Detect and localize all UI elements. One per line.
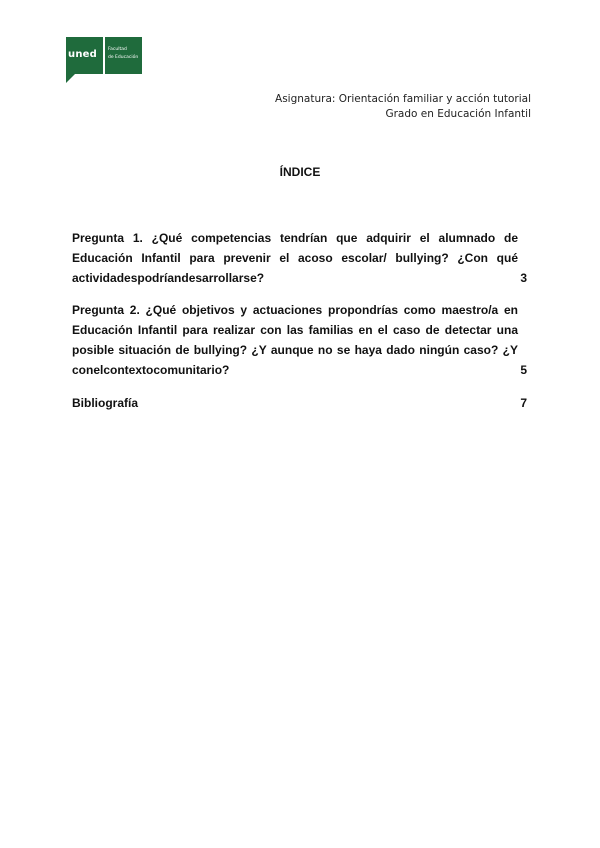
toc-entry-page: 7 [520,396,527,410]
faculty-line-2: de Educación [108,55,139,60]
uned-logo-word: uned [68,49,97,60]
toc-entry-text: Pregunta 1. ¿Qué competencias tendrían que adquirir el alumnado de Educación Infantil para prevenir el acoso escolar/ bullying? ¿Con qué actividadespodríandesarrollarse? [72,231,518,285]
toc-entry-text: Pregunta 2. ¿Qué objetivos y actuaciones propondrías como maestro/a en Educación Infantil para realizar con las familias en el caso de detectar una posible situación de bullying? ¿Y aunque no se haya dado ningún caso? ¿Y conelcontextocomunitario? [72,303,518,377]
toc-entry-question-1[interactable] [72,228,527,288]
faculty-line-1: Facultad [108,47,127,52]
uned-logo-mark [66,37,103,74]
toc-entry-page: 3 [520,271,527,285]
toc-entry-question-2[interactable] [72,300,527,380]
faculty-badge [105,37,142,74]
index-title: ÍNDICE [279,165,321,179]
toc-entry-page: 5 [520,363,527,377]
toc-entry-bibliography[interactable] [72,393,527,413]
toc-entry-text: Bibliografía [72,396,139,410]
degree-line: Grado en Educación Infantil [385,108,531,120]
subject-line: Asignatura: Orientación familiar y acción tutorial [275,93,531,105]
document-header [275,92,531,122]
uned-logo [66,37,142,83]
